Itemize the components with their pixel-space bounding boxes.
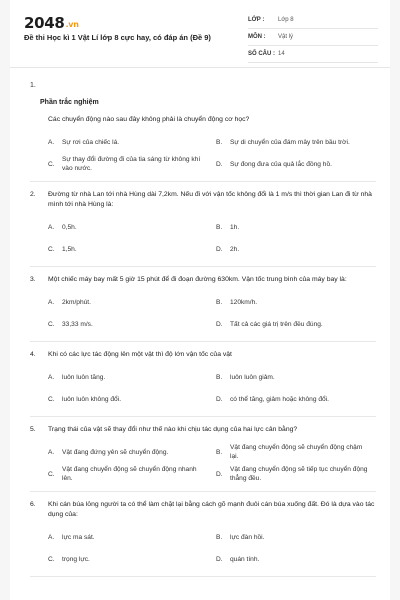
option-letter: C. [48, 160, 55, 168]
option-b[interactable] [216, 291, 376, 313]
question-stem [30, 425, 376, 435]
option-d[interactable] [216, 238, 376, 260]
exam-meta [248, 12, 378, 63]
option-text: 33,33 m/s. [62, 320, 93, 328]
option-text: lực ma sát. [62, 533, 95, 541]
meta-row-count [248, 46, 378, 63]
option-b[interactable] [216, 441, 376, 463]
question-4 [30, 342, 376, 417]
question-stem [30, 350, 376, 360]
answer-options [30, 366, 376, 410]
question-stem-text: Trạng thái của vật sẽ thay đổi như thế nào khi chịu tác dụng của hai lực cân bằng? [48, 426, 298, 433]
meta-key: LỚP : [248, 17, 265, 23]
meta-value: Lớp 8 [278, 17, 294, 23]
option-letter: A. [48, 298, 55, 306]
exam-page [10, 0, 390, 600]
option-letter: A. [48, 533, 55, 541]
option-text: Sự rơi của chiếc lá. [62, 138, 120, 146]
question-stem-text: Khi có các lực tác động lên một vật thì độ lớn vận tốc của vật [48, 351, 232, 358]
option-letter: D. [216, 470, 223, 478]
question-number: 1. [30, 82, 36, 89]
option-text: Vật đang đứng yên sẽ chuyển động. [62, 448, 169, 456]
question-2 [30, 182, 376, 267]
question-stem [30, 500, 376, 520]
option-b[interactable] [216, 216, 376, 238]
option-a[interactable] [48, 441, 208, 463]
exam-title: Đề thi Học kì 1 Vật Lí lớp 8 cực hay, có đáp án (Đề 9) [24, 33, 211, 42]
option-letter: B. [216, 223, 223, 231]
option-letter: C. [48, 555, 55, 563]
answer-options [30, 216, 376, 260]
option-d[interactable] [216, 388, 376, 410]
option-a[interactable] [48, 291, 208, 313]
option-b[interactable] [216, 526, 376, 548]
option-letter: B. [216, 373, 223, 381]
option-d[interactable] [216, 313, 376, 335]
option-c[interactable] [48, 548, 208, 570]
option-letter: D. [216, 320, 223, 328]
option-letter: A. [48, 373, 55, 381]
meta-key: SỐ CÂU : [248, 51, 275, 57]
option-letter: B. [216, 138, 223, 146]
question-6 [30, 492, 376, 577]
meta-value: 14 [278, 51, 285, 57]
meta-value: Vật lý [278, 34, 294, 40]
option-c[interactable] [48, 238, 208, 260]
option-b[interactable] [216, 131, 376, 153]
option-letter: C. [48, 395, 55, 403]
option-text: luôn luôn không đổi. [62, 395, 122, 403]
option-text: 1h. [230, 223, 240, 231]
option-c[interactable] [48, 313, 208, 335]
option-letter: A. [48, 448, 55, 456]
question-stem [30, 190, 376, 210]
question-stem-text: Đường từ nhà Lan tới nhà Hùng dài 7,2km. Nếu đi với vận tốc không đổi là 1 m/s thì thời gian Lan đi từ nhà mình tới nhà Hùng là: [48, 191, 372, 208]
option-letter: D. [216, 555, 223, 563]
option-text: 2h. [230, 245, 240, 253]
option-text: Sự di chuyển của đám mây trên bầu trời. [230, 138, 350, 146]
option-letter: C. [48, 470, 55, 478]
option-text: lực đàn hồi. [230, 533, 265, 541]
option-text: Sự thay đổi đường đi của tia sáng từ không khí vào nước. [62, 156, 201, 172]
answer-options [30, 526, 376, 570]
option-letter: D. [216, 160, 223, 168]
option-d[interactable] [216, 153, 376, 175]
option-text: 120km/h. [230, 298, 258, 306]
option-b[interactable] [216, 366, 376, 388]
answer-options [30, 441, 376, 485]
site-logo[interactable] [24, 14, 79, 32]
option-text: Vật đang chuyển động sẽ chuyển động chậm lại. [230, 444, 363, 460]
option-d[interactable] [216, 548, 376, 570]
option-text: Tất cả các giá trị trên đều đúng. [230, 320, 323, 328]
section-heading: Phần trắc nghiệm [40, 99, 99, 106]
logo-suffix: .vn [65, 20, 79, 29]
option-letter: D. [216, 395, 223, 403]
question-stem [30, 275, 376, 285]
option-c[interactable] [48, 388, 208, 410]
option-letter: A. [48, 138, 55, 146]
meta-row-class [248, 12, 378, 29]
option-a[interactable] [48, 216, 208, 238]
option-letter: B. [216, 533, 223, 541]
question-number: 2. [30, 191, 36, 198]
option-c[interactable] [48, 463, 208, 485]
logo-main: 2048 [24, 14, 65, 32]
option-letter: B. [216, 448, 223, 456]
option-text: 2km/phút. [62, 298, 91, 306]
option-text: trọng lực. [62, 555, 90, 563]
question-1 [30, 82, 376, 182]
option-d[interactable] [216, 463, 376, 485]
option-letter: C. [48, 320, 55, 328]
option-text: 1,5h. [62, 245, 77, 253]
question-stem-text: Khi cán búa lỏng người ta có thể làm chặt lại bằng cách gõ mạnh đuôi cán búa xuống đất. Đó là dựa vào tác dụng của: [48, 501, 375, 518]
question-stem-text: Một chiếc máy bay mất 5 giờ 15 phút để đi đoạn đường 630km. Vận tốc trung bình của máy bay là: [48, 276, 347, 283]
option-a[interactable] [48, 131, 208, 153]
option-a[interactable] [48, 526, 208, 548]
answer-options [30, 291, 376, 335]
question-number: 4. [30, 351, 36, 358]
question-number: 6. [30, 501, 36, 508]
option-text: luôn luôn giảm. [230, 373, 275, 381]
question-number: 3. [30, 276, 36, 283]
meta-row-subject [248, 29, 378, 46]
answer-options [30, 131, 376, 175]
option-text: Sự đong đưa của quả lắc đồng hồ. [230, 160, 332, 168]
option-letter: A. [48, 223, 55, 231]
option-letter: C. [48, 245, 55, 253]
option-text: Vật đang chuyển động sẽ chuyển động nhanh lên. [62, 466, 197, 482]
option-text: 0,5h. [62, 223, 77, 231]
option-letter: B. [216, 298, 223, 306]
option-text: luôn luôn tăng. [62, 373, 106, 381]
page-header [10, 0, 390, 68]
option-letter: D. [216, 245, 223, 253]
question-list [10, 68, 390, 577]
option-text: Vật đang chuyển động sẽ tiếp tục chuyển động thẳng đều. [230, 466, 368, 482]
question-5 [30, 417, 376, 492]
question-number: 5. [30, 426, 36, 433]
question-stem [30, 115, 376, 125]
option-c[interactable] [48, 153, 208, 175]
question-stem-text: Các chuyển động nào sau đây không phải là chuyển động cơ học? [48, 116, 250, 123]
meta-key: MÔN : [248, 34, 266, 40]
option-text: quán tính. [230, 555, 260, 563]
question-3 [30, 267, 376, 342]
option-a[interactable] [48, 366, 208, 388]
option-text: có thể tăng, giảm hoặc không đổi. [230, 395, 329, 403]
